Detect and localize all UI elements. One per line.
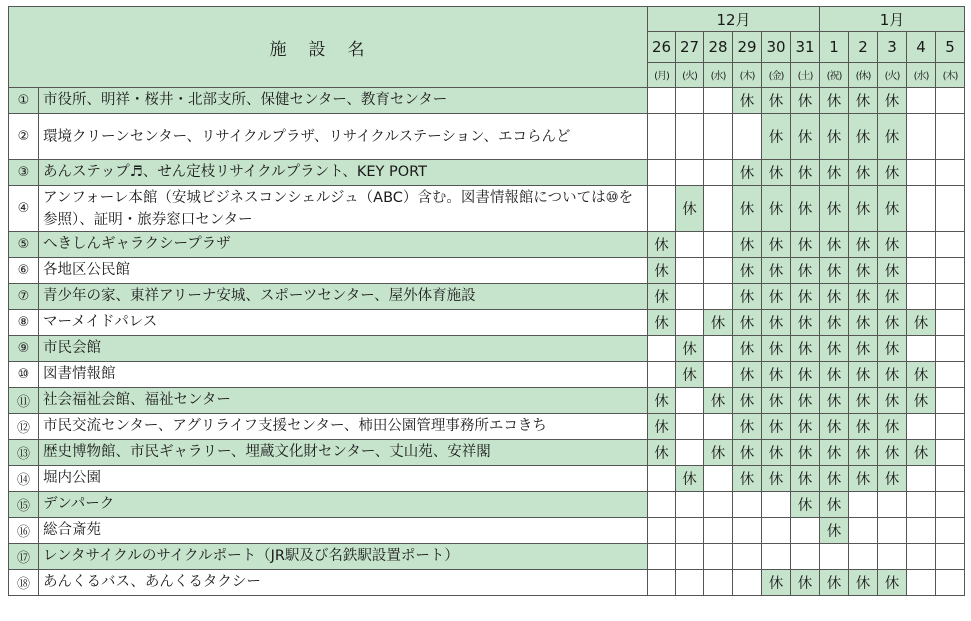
open-cell [907,160,936,186]
table-row [9,466,965,492]
closed-cell: 休 [849,336,878,362]
closed-cell: 休 [849,232,878,258]
open-cell [704,570,733,596]
open-cell [907,466,936,492]
closed-cell: 休 [648,258,676,284]
table-row [9,186,965,232]
table-row [9,310,965,336]
facility-name: 社会福祉会館、福祉センター [39,388,648,414]
closed-cell: 休 [733,284,762,310]
facility-number: ⑯ [9,518,39,544]
closed-cell: 休 [791,362,820,388]
closed-cell: 休 [733,466,762,492]
facility-name: 歴史博物館、市民ギャラリー、埋蔵文化財センター、丈山苑、安祥閣 [39,440,648,466]
open-cell [849,518,878,544]
closed-cell: 休 [791,88,820,114]
weekday-header: (木) [936,62,965,87]
weekday-header: (金) [762,62,791,87]
closed-cell: 休 [820,336,849,362]
open-cell [907,258,936,284]
closed-cell: 休 [820,570,849,596]
closed-cell: 休 [849,388,878,414]
open-cell [936,114,965,160]
open-cell [704,544,733,570]
closed-cell: 休 [820,414,849,440]
facility-number: ⑤ [9,232,39,258]
facility-name: 市役所、明祥・桜井・北部支所、保健センター、教育センター [39,88,648,114]
closed-cell: 休 [820,518,849,544]
open-cell [676,232,704,258]
table-row [9,518,965,544]
closed-cell: 休 [762,362,791,388]
day-header: 30 [762,32,791,62]
open-cell [907,414,936,440]
table-row [9,362,965,388]
month-header-december: 12月 [648,7,820,32]
open-cell [936,570,965,596]
closed-cell: 休 [733,362,762,388]
closed-cell: 休 [733,414,762,440]
closed-cell: 休 [676,362,704,388]
table-row [9,414,965,440]
closed-cell: 休 [762,232,791,258]
closed-cell: 休 [762,258,791,284]
open-cell [676,114,704,160]
closed-cell: 休 [733,440,762,466]
closed-cell: 休 [907,310,936,336]
facility-number: ⑥ [9,258,39,284]
closed-cell: 休 [878,388,907,414]
facility-number: ⑫ [9,414,39,440]
facility-name: 青少年の家、東祥アリーナ安城、スポーツセンター、屋外体育施設 [39,284,648,310]
closed-cell: 休 [820,466,849,492]
closed-cell: 休 [878,466,907,492]
closed-cell: 休 [849,570,878,596]
facility-number: ④ [9,186,39,232]
facility-number: ② [9,114,39,160]
closed-cell: 休 [907,362,936,388]
facility-number: ⑰ [9,544,39,570]
open-cell [907,186,936,232]
open-cell [936,336,965,362]
closed-cell: 休 [878,160,907,186]
closed-cell: 休 [878,114,907,160]
closed-cell: 休 [676,186,704,232]
closed-cell: 休 [878,310,907,336]
facility-name: 環境クリーンセンター、リサイクルプラザ、リサイクルステーション、エコらんど [39,114,648,160]
open-cell [936,88,965,114]
facility-name: 総合斎苑 [39,518,648,544]
day-header: 1 [820,32,849,62]
facility-name: 堀内公園 [39,466,648,492]
closed-cell: 休 [762,88,791,114]
open-cell [907,284,936,310]
table-header [9,7,965,88]
open-cell [676,570,704,596]
facility-name: レンタサイクルのサイクルポート（JR駅及び名鉄駅設置ポート） [39,544,648,570]
open-cell [733,518,762,544]
closed-cell: 休 [878,186,907,232]
facility-name: 市民交流センター、アグリライフ支援センター、柿田公園管理事務所エコきち [39,414,648,440]
closed-cell: 休 [820,258,849,284]
closed-cell: 休 [648,388,676,414]
open-cell [907,492,936,518]
facility-name: デンパーク [39,492,648,518]
open-cell [676,310,704,336]
open-cell [762,544,791,570]
closed-cell: 休 [733,160,762,186]
open-cell [648,336,676,362]
closed-cell: 休 [820,232,849,258]
closed-cell: 休 [878,88,907,114]
open-cell [676,160,704,186]
closed-cell: 休 [733,336,762,362]
weekday-header: (木) [733,62,762,87]
open-cell [704,492,733,518]
table-row [9,388,965,414]
weekday-header: (祝) [820,62,849,87]
open-cell [936,284,965,310]
open-cell [676,414,704,440]
facility-name: アンフォーレ本館（安城ビジネスコンシェルジュ（ABC）含む。図書情報館については⑩を参照）、証明・旅券窓口センター [39,186,648,232]
open-cell [704,466,733,492]
closed-cell: 休 [762,310,791,336]
day-header: 27 [676,32,704,62]
open-cell [676,258,704,284]
closed-cell: 休 [791,336,820,362]
open-cell [648,160,676,186]
open-cell [704,232,733,258]
closed-cell: 休 [762,186,791,232]
closed-cell: 休 [648,440,676,466]
closed-cell: 休 [820,310,849,336]
open-cell [878,544,907,570]
open-cell [936,258,965,284]
closed-cell: 休 [762,466,791,492]
table-row [9,336,965,362]
month-header-january: 1月 [820,7,965,32]
open-cell [676,88,704,114]
closed-cell: 休 [648,310,676,336]
open-cell [648,114,676,160]
open-cell [704,88,733,114]
open-cell [704,518,733,544]
open-cell [936,310,965,336]
open-cell [648,492,676,518]
closed-cell: 休 [849,186,878,232]
open-cell [733,544,762,570]
table-row [9,492,965,518]
facility-name: マーメイドパレス [39,310,648,336]
open-cell [704,160,733,186]
closed-cell: 休 [849,258,878,284]
open-cell [704,414,733,440]
closed-cell: 休 [791,160,820,186]
closed-cell: 休 [648,232,676,258]
closed-cell: 休 [648,284,676,310]
day-header: 29 [733,32,762,62]
open-cell [676,440,704,466]
open-cell [936,362,965,388]
facility-number: ① [9,88,39,114]
closed-cell: 休 [791,310,820,336]
day-header: 4 [907,32,936,62]
closed-cell: 休 [820,186,849,232]
closed-cell: 休 [849,362,878,388]
closed-cell: 休 [762,414,791,440]
open-cell [849,492,878,518]
closed-cell: 休 [704,440,733,466]
facility-number: ⑨ [9,336,39,362]
facility-number: ⑪ [9,388,39,414]
open-cell [762,492,791,518]
closed-cell: 休 [762,336,791,362]
closed-cell: 休 [762,440,791,466]
closed-cell: 休 [820,88,849,114]
weekday-header: (水) [907,62,936,87]
closed-cell: 休 [733,232,762,258]
open-cell [907,88,936,114]
open-cell [936,518,965,544]
closed-cell: 休 [878,336,907,362]
closed-cell: 休 [791,414,820,440]
table-row [9,258,965,284]
open-cell [676,492,704,518]
open-cell [733,114,762,160]
closed-cell: 休 [762,284,791,310]
closed-cell: 休 [791,466,820,492]
closed-cell: 休 [704,388,733,414]
facility-number: ⑱ [9,570,39,596]
facility-name-header: 施設名 [9,7,648,88]
closed-cell: 休 [733,388,762,414]
facility-number: ⑭ [9,466,39,492]
facility-name: 市民会館 [39,336,648,362]
closed-cell: 休 [791,388,820,414]
closed-cell: 休 [762,114,791,160]
facility-name: へきしんギャラクシープラザ [39,232,648,258]
weekday-header: (火) [676,62,704,87]
facility-number: ⑧ [9,310,39,336]
closed-cell: 休 [762,160,791,186]
open-cell [936,232,965,258]
weekday-header: (土) [791,62,820,87]
closed-cell: 休 [762,570,791,596]
closed-cell: 休 [791,284,820,310]
open-cell [676,284,704,310]
open-cell [907,232,936,258]
table-row [9,88,965,114]
open-cell [676,518,704,544]
facility-number: ⑩ [9,362,39,388]
closed-cell: 休 [791,232,820,258]
open-cell [704,258,733,284]
closed-cell: 休 [733,88,762,114]
open-cell [762,518,791,544]
open-cell [936,544,965,570]
open-cell [791,544,820,570]
open-cell [936,466,965,492]
closed-cell: 休 [791,114,820,160]
closed-cell: 休 [820,388,849,414]
open-cell [791,518,820,544]
open-cell [704,186,733,232]
open-cell [936,160,965,186]
closed-cell: 休 [907,388,936,414]
weekday-header: (水) [704,62,733,87]
facility-name: 各地区公民館 [39,258,648,284]
facility-number: ⑬ [9,440,39,466]
facility-name: あんステップ♬、せん定枝リサイクルプラント、KEY PORT [39,160,648,186]
facility-number: ③ [9,160,39,186]
closed-cell: 休 [704,310,733,336]
closed-cell: 休 [791,440,820,466]
weekday-header: (休) [849,62,878,87]
open-cell [907,114,936,160]
facility-rows [9,88,965,596]
open-cell [648,88,676,114]
closed-cell: 休 [820,160,849,186]
open-cell [936,492,965,518]
open-cell [648,186,676,232]
open-cell [936,414,965,440]
open-cell [936,388,965,414]
closed-cell: 休 [878,362,907,388]
table-row [9,544,965,570]
closed-cell: 休 [733,258,762,284]
day-header: 3 [878,32,907,62]
closed-cell: 休 [820,440,849,466]
closed-cell: 休 [676,466,704,492]
holiday-schedule-table [8,6,965,596]
closed-cell: 休 [791,258,820,284]
closed-cell: 休 [878,570,907,596]
day-header: 2 [849,32,878,62]
table-row [9,284,965,310]
table-row [9,114,965,160]
closed-cell: 休 [849,440,878,466]
open-cell [704,114,733,160]
facility-number: ⑮ [9,492,39,518]
open-cell [907,570,936,596]
facility-name: あんくるバス、あんくるタクシー [39,570,648,596]
closed-cell: 休 [820,362,849,388]
open-cell [878,518,907,544]
closed-cell: 休 [791,186,820,232]
closed-cell: 休 [878,414,907,440]
weekday-header: (月) [648,62,676,87]
open-cell [907,518,936,544]
table-row [9,440,965,466]
closed-cell: 休 [849,466,878,492]
day-header: 5 [936,32,965,62]
closed-cell: 休 [820,284,849,310]
open-cell [648,544,676,570]
closed-cell: 休 [733,310,762,336]
closed-cell: 休 [676,336,704,362]
closed-cell: 休 [849,284,878,310]
closed-cell: 休 [907,440,936,466]
open-cell [704,284,733,310]
closed-cell: 休 [791,492,820,518]
day-header: 26 [648,32,676,62]
open-cell [849,544,878,570]
open-cell [936,440,965,466]
open-cell [936,186,965,232]
closed-cell: 休 [849,114,878,160]
day-header: 31 [791,32,820,62]
open-cell [676,544,704,570]
closed-cell: 休 [849,310,878,336]
open-cell [878,492,907,518]
weekday-header: (火) [878,62,907,87]
open-cell [676,388,704,414]
open-cell [648,466,676,492]
open-cell [907,544,936,570]
closed-cell: 休 [791,570,820,596]
day-header: 28 [704,32,733,62]
table-row [9,232,965,258]
facility-number: ⑦ [9,284,39,310]
closed-cell: 休 [878,440,907,466]
closed-cell: 休 [849,88,878,114]
closed-cell: 休 [849,160,878,186]
open-cell [907,336,936,362]
facility-name: 図書情報館 [39,362,648,388]
open-cell [704,336,733,362]
open-cell [648,362,676,388]
closed-cell: 休 [762,388,791,414]
open-cell [733,570,762,596]
closed-cell: 休 [878,258,907,284]
closed-cell: 休 [648,414,676,440]
open-cell [820,544,849,570]
closed-cell: 休 [733,186,762,232]
closed-cell: 休 [820,114,849,160]
table-row [9,570,965,596]
closed-cell: 休 [820,492,849,518]
open-cell [648,518,676,544]
closed-cell: 休 [878,284,907,310]
closed-cell: 休 [878,232,907,258]
open-cell [648,570,676,596]
open-cell [704,362,733,388]
table-row [9,160,965,186]
open-cell [733,492,762,518]
closed-cell: 休 [849,414,878,440]
